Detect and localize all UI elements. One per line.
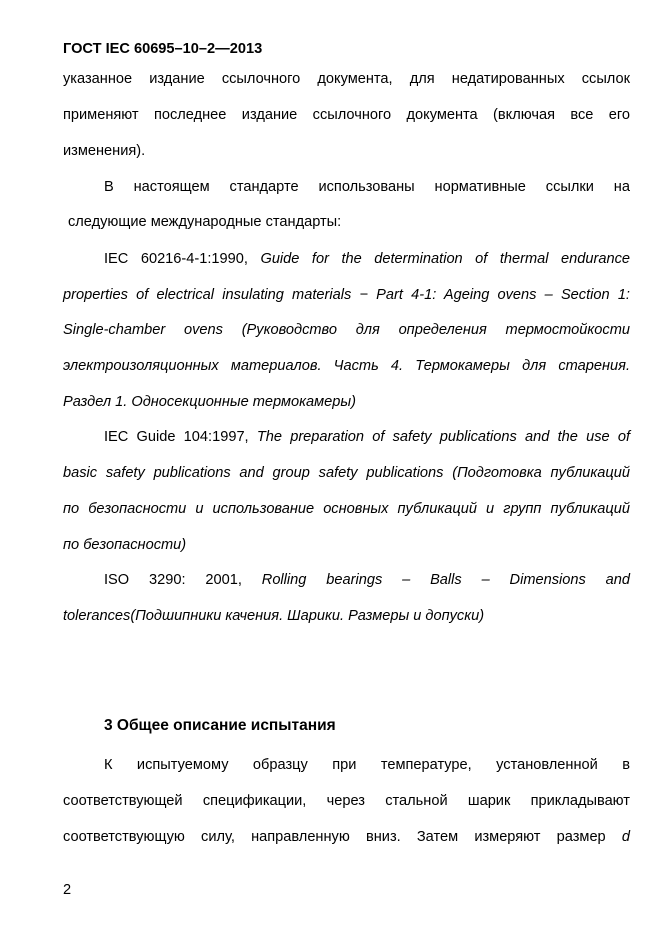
ref3-line-2: tolerances(Подшипники качения. Шарики. Размеры и допуски)	[63, 608, 485, 624]
ref1-line-1	[104, 250, 630, 268]
document-header: ГОСТ IEC 60695–10–2—2013	[63, 41, 263, 57]
ref1-code: IEC 60216-4-1:1990,	[104, 251, 248, 267]
ref2-line-4: по безопасности)	[63, 537, 187, 553]
symbol-d: d	[621, 829, 630, 845]
section3-line-3-text: соответствующую силу, направленную вниз. Затем измеряют размер	[63, 829, 606, 845]
ref2-line-3: по безопасности и использование основных публикаций и групп публикаций	[63, 501, 630, 517]
intro-line-2: применяют последнее издание ссылочного документа (включая все его	[63, 107, 630, 123]
refs-intro-line-1: В настоящем стандарте использованы нормативные ссылки на	[104, 179, 630, 195]
ref3-code: ISO 3290: 2001,	[104, 572, 242, 588]
ref2-line-2: basic safety publications and group safety publications (Подготовка публикаций	[63, 465, 630, 481]
section3-line-2: соответствующей спецификации, через стальной шарик прикладывают	[63, 793, 630, 809]
ref1-line-3: Single-chamber ovens (Руководство для определения термостойкости	[63, 322, 630, 338]
ref3-title: Rolling bearings – Balls – Dimensions and	[261, 572, 630, 588]
intro-line-3: изменения).	[63, 143, 146, 159]
ref1-line-2: properties of electrical insulating materials − Part 4-1: Ageing ovens – Section 1:	[63, 287, 630, 303]
refs-intro-line-2: следующие международные стандарты:	[68, 214, 342, 230]
ref2-line-1	[104, 428, 630, 446]
section3-line-3	[63, 828, 630, 846]
ref2-title: The preparation of safety publications and the use of	[256, 429, 631, 445]
ref3-line-1	[104, 571, 630, 589]
ref1-line-4: электроизоляционных материалов. Часть 4. Термокамеры для старения.	[63, 358, 630, 374]
section-heading: 3 Общее описание испытания	[104, 717, 336, 734]
ref2-code: IEC Guide 104:1997,	[104, 429, 249, 445]
section3-line-1: К испытуемому образцу при температуре, установленной в	[104, 757, 630, 773]
intro-line-1: указанное издание ссылочного документа, для недатированных ссылок	[63, 71, 630, 87]
page-number: 2	[63, 882, 72, 898]
ref1-title: Guide for the determination of thermal endurance	[260, 251, 630, 267]
ref1-line-5: Раздел 1. Односекционные термокамеры)	[63, 394, 356, 410]
